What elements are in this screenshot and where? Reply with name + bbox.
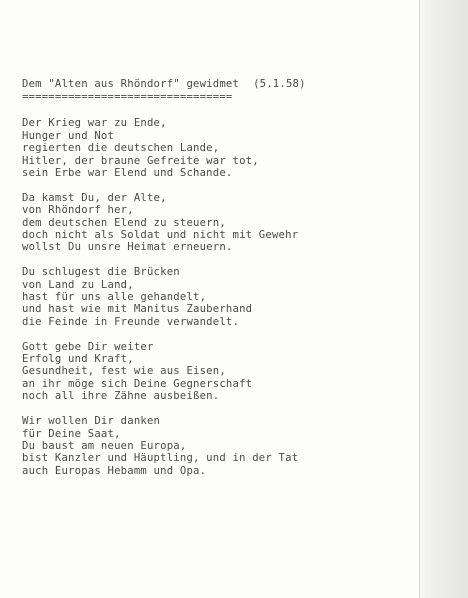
poem-line: Du schlugest die Brücken (22, 266, 180, 279)
poem-line: Erfolg und Kraft, (22, 353, 134, 366)
poem-line: hast für uns alle gehandelt, (22, 291, 207, 304)
poem-line: für Deine Saat, (22, 427, 121, 440)
title-underline: ================================ (22, 91, 233, 104)
typed-poem (22, 78, 422, 477)
poem-line: von Rhöndorf her, (22, 204, 134, 217)
poem-line: dem deutschen Elend zu steuern, (22, 216, 226, 229)
poem-date: (5.1.58) (253, 78, 306, 90)
poem-line: sein Erbe war Elend und Schande. (22, 167, 233, 180)
poem-line: die Feinde in Freunde verwandelt. (22, 315, 240, 328)
poem-line: Du baust am neuen Europa, (22, 439, 187, 452)
poem-line: Hunger und Not (22, 129, 115, 142)
poem-heading (22, 78, 422, 90)
page-shadow-edge (419, 0, 468, 598)
poem-title: Dem "Alten aus Rhöndorf" gewidmet (22, 78, 240, 90)
poem-line: von Land zu Land, (22, 278, 134, 291)
poem-line: doch nicht als Soldat und nicht mit Gewehr (22, 229, 299, 242)
stanza-2 (22, 192, 422, 254)
poem-line: Hitler, der braune Gefreite war tot, (22, 154, 259, 167)
stanza-4 (22, 341, 422, 403)
poem-line: Gesundheit, fest wie aus Eisen, (22, 365, 226, 378)
poem-line: und hast wie mit Manitus Zauberhand (22, 303, 253, 316)
stanza-5 (22, 415, 422, 477)
poem-line: auch Europas Hebamm und Opa. (22, 464, 207, 477)
poem-line: noch all ihre Zähne ausbeißen. (22, 390, 220, 403)
poem-line: bist Kanzler und Häuptling, und in der Tat (22, 452, 299, 465)
poem-line: regierten die deutschen Lande, (22, 142, 220, 155)
poem-line: Der Krieg war zu Ende, (22, 117, 167, 130)
stanza-3 (22, 266, 422, 328)
poem-line: wollst Du unsre Heimat erneuern. (22, 241, 233, 254)
poem-line: Da kamst Du, der Alte, (22, 191, 167, 204)
poem-line: Wir wollen Dir danken (22, 415, 161, 428)
poem-line: an ihr möge sich Deine Gegnerschaft (22, 377, 253, 390)
poem-line: Gott gebe Dir weiter (22, 340, 154, 353)
stanza-1 (22, 117, 422, 179)
